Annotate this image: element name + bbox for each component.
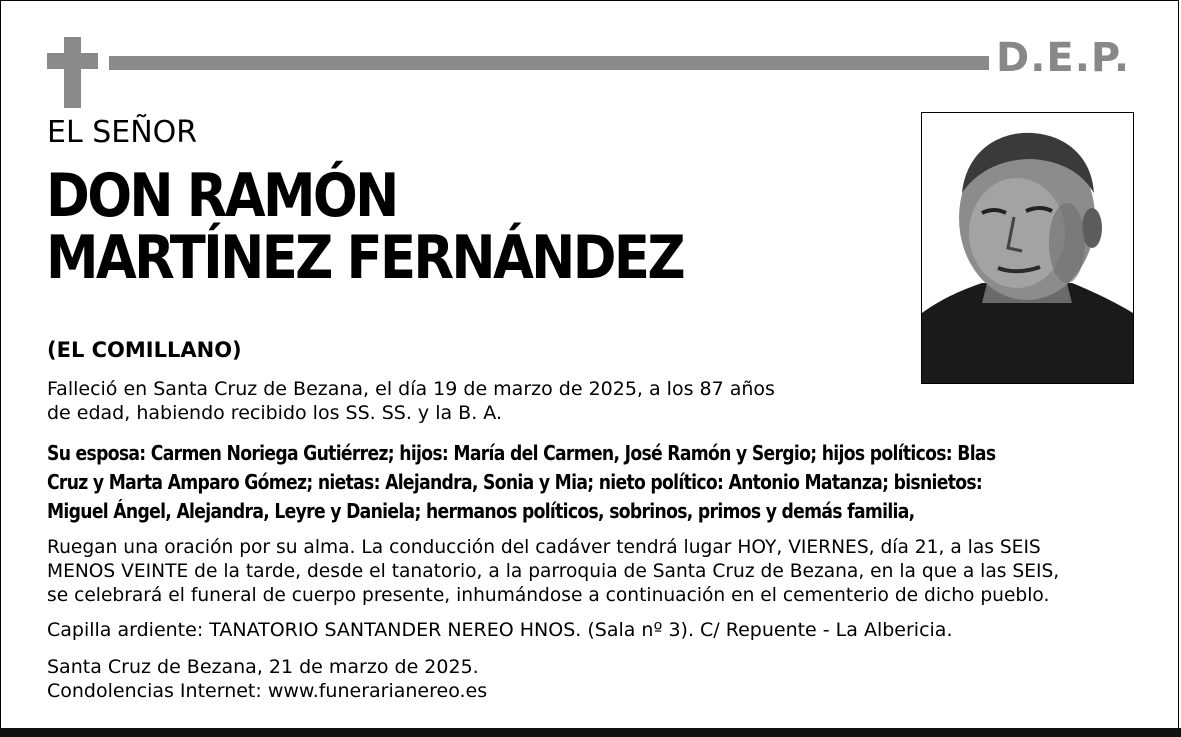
honorific-title: EL SEÑOR <box>47 115 198 150</box>
family-line: Miguel Ángel, Alejandra, Leyre y Daniela; hermanos políticos, sobrinos, primos y demás familia, <box>47 499 915 523</box>
funeral-line: MENOS VEINTE de la tarde, desde el tanatorio, a la parroquia de Santa Cruz de Bezana, en la que a las SEIS, <box>47 560 1060 582</box>
death-notice <box>47 377 775 425</box>
deceased-name <box>46 161 683 293</box>
dep-abbreviation: D.E.P. <box>996 35 1131 81</box>
bottom-border <box>0 728 1181 737</box>
family-list <box>47 439 995 526</box>
cross-icon-bar <box>47 53 98 69</box>
death-notice-line: Falleció en Santa Cruz de Bezana, el día 19 de marzo de 2025, a los 87 años <box>47 378 775 400</box>
cross-icon <box>64 37 81 108</box>
family-line: Cruz y Marta Amparo Gómez; nietas: Alejandra, Sonia y Mia; nieto político: Antonio Matanza; bisnietos: <box>47 470 983 494</box>
funeral-line: se celebrará el funeral de cuerpo presente, inhumándose a continuación en el cementerio de dicho pueblo. <box>47 584 1050 606</box>
portrait-photo <box>921 112 1134 384</box>
closing-info <box>47 655 487 703</box>
funeral-line: Ruegan una oración por su alma. La conducción del cadáver tendrá lugar HOY, VIERNES, día 21, a las SEIS <box>47 536 1041 558</box>
name-line-1: DON RAMÓN <box>46 161 397 231</box>
place-date: Santa Cruz de Bezana, 21 de marzo de 2025. <box>47 656 479 678</box>
chapel-info: Capilla ardiente: TANATORIO SANTANDER NEREO HNOS. (Sala nº 3). C/ Repuente - La Albericia. <box>47 619 953 641</box>
header-rule <box>109 56 989 70</box>
funeral-details <box>47 535 1059 607</box>
condolences-website: Condolencias Internet: www.funerarianereo.es <box>47 680 488 702</box>
death-notice-line: de edad, habiendo recibido los SS. SS. y la B. A. <box>47 402 502 424</box>
name-line-2: MARTÍNEZ FERNÁNDEZ <box>46 223 683 293</box>
portrait-image <box>922 113 1133 383</box>
nickname: (EL COMILLANO) <box>47 338 242 362</box>
family-line: Su esposa: Carmen Noriega Gutiérrez; hijos: María del Carmen, José Ramón y Sergio; hijos políticos: Blas <box>47 441 996 465</box>
